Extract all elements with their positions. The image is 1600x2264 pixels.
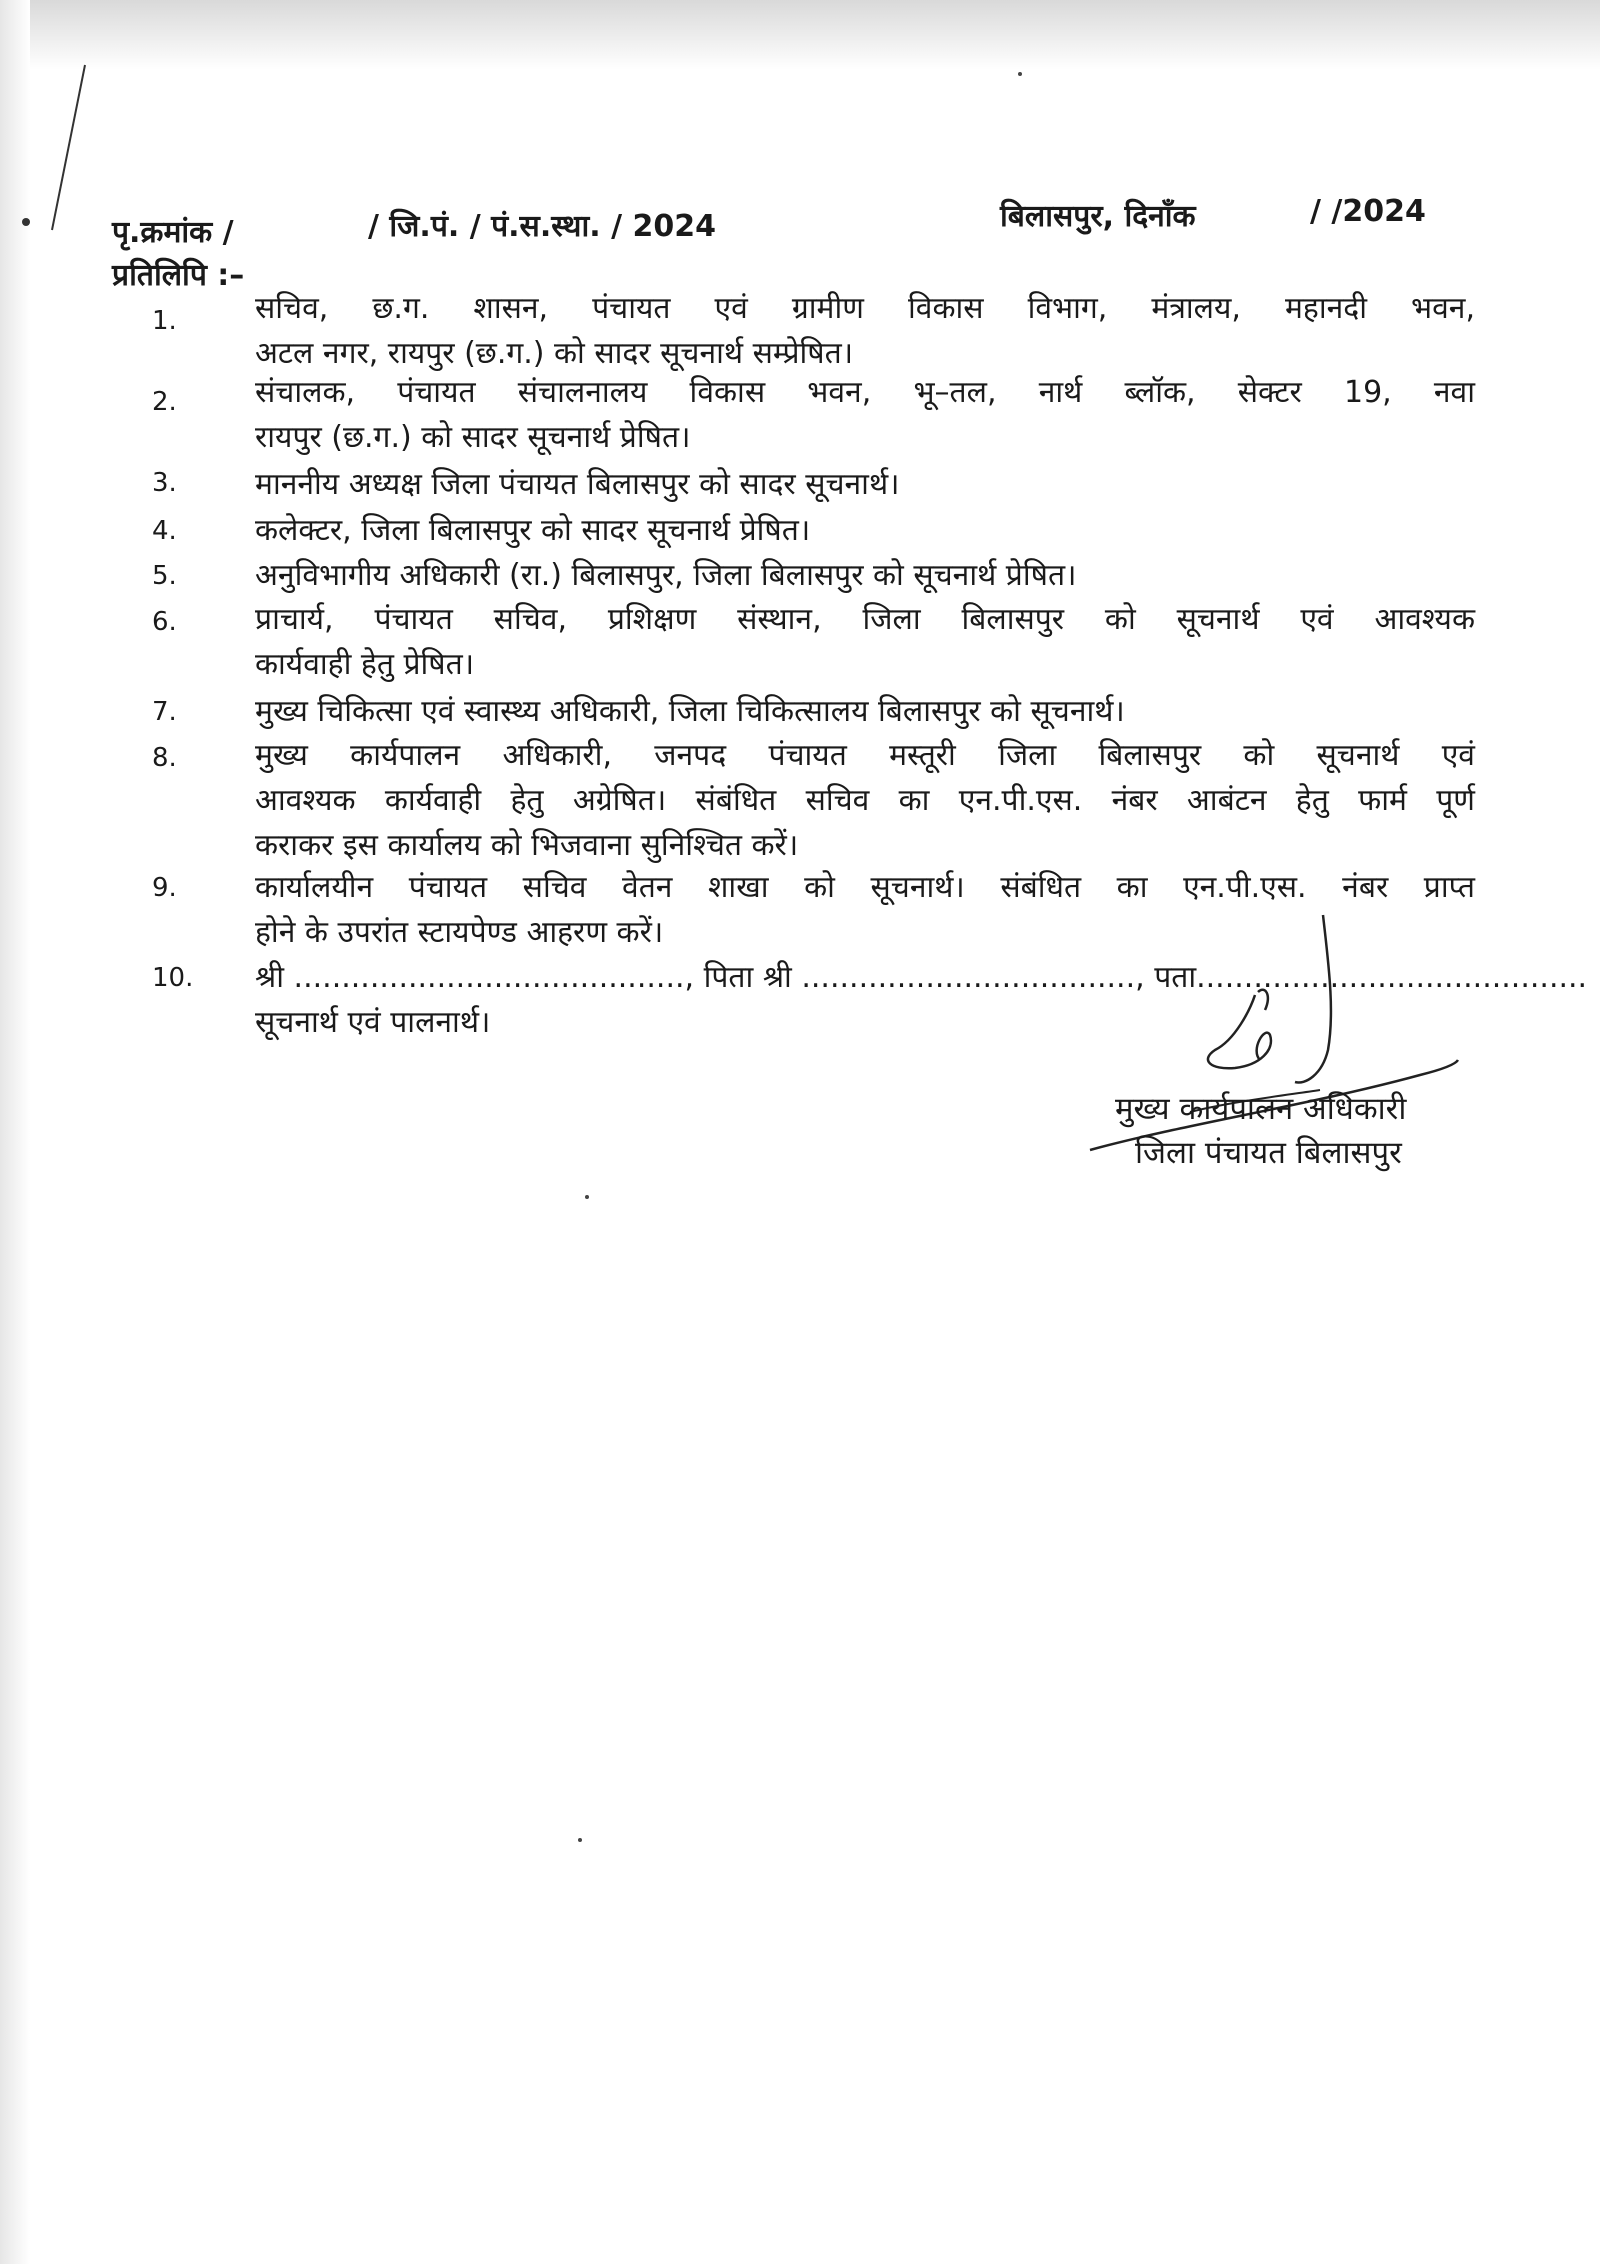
- item-line: सचिव, छ.ग. शासन, पंचायत एवं ग्रामीण विकास विभाग, मंत्रालय, महानदी भवन,: [255, 291, 1475, 326]
- signatory-designation: मुख्य कार्यपालन अधिकारी: [1115, 1091, 1407, 1127]
- list-item: [255, 286, 1475, 376]
- scan-dot: [18, 212, 38, 232]
- scan-speck: [578, 1838, 582, 1842]
- list-item: [255, 462, 1475, 507]
- item-line: होने के उपरांत स्टायपेण्ड आहरण करें।: [255, 915, 664, 950]
- item-line: श्री ........................................., पिता श्री ..................................., पता.........................................: [255, 960, 1588, 995]
- item-number: 4.: [152, 516, 177, 546]
- item-line: मुख्य कार्यपालन अधिकारी, जनपद पंचायत मस्तूरी जिला बिलासपुर को सूचनार्थ एवं: [255, 738, 1475, 773]
- scan-speck: [585, 1195, 589, 1199]
- signatory-office: जिला पंचायत बिलासपुर: [1135, 1135, 1402, 1171]
- item-line: माननीय अध्यक्ष जिला पंचायत बिलासपुर को सादर सूचनार्थ।: [255, 467, 900, 502]
- item-line: आवश्यक कार्यवाही हेतु अग्रेषित। संबंधित सचिव का एन.पी.एस. नंबर आबंटन हेतु फार्म पूर्ण: [255, 783, 1475, 818]
- item-line: कार्यवाही हेतु प्रेषित।: [255, 647, 475, 682]
- reference-number-label: पृ.क्रमांक /: [112, 215, 234, 250]
- item-number: 9.: [152, 873, 177, 903]
- item-number: 3.: [152, 468, 177, 498]
- item-number: 7.: [152, 697, 177, 727]
- item-line: मुख्य चिकित्सा एवं स्वास्थ्य अधिकारी, जिला चिकित्सालय बिलासपुर को सूचनार्थ।: [255, 694, 1125, 729]
- item-number: 8.: [152, 743, 177, 773]
- item-line: प्राचार्य, पंचायत सचिव, प्रशिक्षण संस्थान, जिला बिलासपुर को सूचनार्थ एवं आवश्यक: [255, 602, 1475, 637]
- scan-mark-line: [40, 60, 100, 240]
- item-line: अनुविभागीय अधिकारी (रा.) बिलासपुर, जिला बिलासपुर को सूचनार्थ प्रेषित।: [255, 558, 1077, 593]
- item-number: 2.: [152, 387, 177, 417]
- list-item: [255, 508, 1475, 553]
- list-item: [255, 370, 1475, 460]
- item-number: 1.: [152, 306, 177, 336]
- item-line: अटल नगर, रायपुर (छ.ग.) को सादर सूचनार्थ सम्प्रेषित।: [255, 336, 854, 371]
- scan-shadow-left: [0, 0, 30, 2264]
- date-year: / /2024: [1310, 194, 1426, 229]
- list-item: [255, 733, 1475, 868]
- place-date-label: बिलासपुर, दिनाँक: [1000, 199, 1196, 234]
- scan-shadow-top: [0, 0, 1600, 70]
- item-line: रायपुर (छ.ग.) को सादर सूचनार्थ प्रेषित।: [255, 420, 691, 455]
- item-line: कार्यालयीन पंचायत सचिव वेतन शाखा को सूचनार्थ। संबंधित का एन.पी.एस. नंबर प्राप्त: [255, 870, 1475, 905]
- reference-code: / जि.पं. / पं.स.स्था. / 2024: [368, 209, 716, 244]
- scan-speck: [1018, 72, 1022, 76]
- item-number: 5.: [152, 561, 177, 591]
- item-line: संचालक, पंचायत संचालनालय विकास भवन, भू–तल, नार्थ ब्लॉक, सेक्टर 19, नवा: [255, 375, 1475, 410]
- list-item: [255, 597, 1475, 687]
- item-line: कलेक्टर, जिला बिलासपुर को सादर सूचनार्थ प्रेषित।: [255, 513, 811, 548]
- list-item: [255, 689, 1475, 734]
- item-number: 10.: [152, 963, 194, 993]
- item-number: 6.: [152, 607, 177, 637]
- item-line: सूचनार्थ एवं पालनार्थ।: [255, 1005, 491, 1040]
- item-line: कराकर इस कार्यालय को भिजवाना सुनिश्चित करें।: [255, 828, 799, 863]
- list-item: [255, 553, 1475, 598]
- copy-to-heading: प्रतिलिपि :–: [112, 258, 245, 293]
